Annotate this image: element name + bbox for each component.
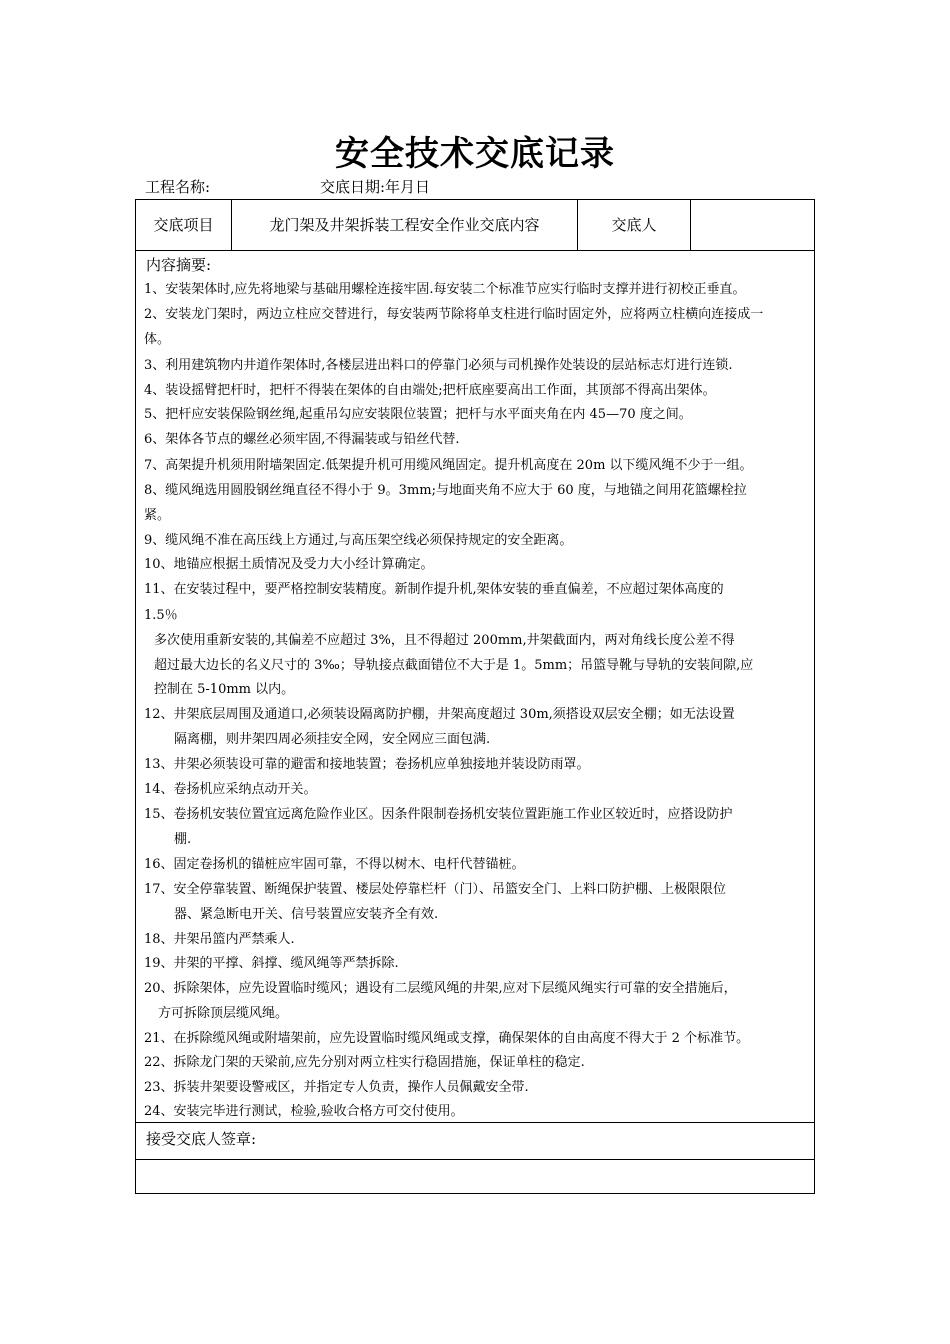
- content-line: 22、拆除龙门架的天梁前,应先分别对两立柱实行稳固措施，保证单柱的稳定.: [144, 1055, 585, 1070]
- person-value: [691, 200, 814, 250]
- content-line: 器、紧急断电开关、信号装置应安装齐全有效.: [174, 907, 439, 922]
- content-line: 体。: [144, 332, 171, 347]
- content-line: 12、井架底层周围及通道口,必须装设隔离防护棚，井架高度超过 30m,须搭设双层安全棚；如无法设置: [144, 707, 735, 722]
- document-title: 安全技术交底记录: [335, 134, 615, 174]
- content-line: 紧。: [144, 508, 171, 523]
- content-line: 13、井架必须装设可靠的避雷和接地装置；卷扬机应单独接地并装设防雨罩。: [144, 757, 590, 772]
- content-line: 24、安装完毕进行测试，检验,验收合格方可交付使用。: [144, 1104, 464, 1119]
- project-name-label: 工程名称:: [145, 178, 211, 196]
- content-line: 9、缆风绳不准在高压线上方通过,与高压架空线必须保持规定的安全距离。: [144, 533, 573, 548]
- content-line: 10、地锚应根据土质情况及受力大小经计算确定。: [144, 557, 434, 572]
- person-label: 交底人: [578, 200, 691, 250]
- content-line: 多次使用重新安装的,其偏差不应超过 3%，且不得超过 200mm,井架截面内，两对角线长度公差不得: [154, 633, 735, 648]
- content-line: 4、装设摇臂把杆时，把杆不得装在架体的自由端处;把杆底座要高出工作面，其顶部不得高出架体。: [144, 383, 716, 398]
- content-line: 1、安装架体时,应先将地梁与基础用螺栓连接牢固.每安装二个标准节应实行临时支撑并进行初校正垂直。: [144, 282, 746, 297]
- content-line: 方可拆除顶层缆风绳。: [158, 1006, 289, 1021]
- content-line: 23、拆装井架要设警戒区，并指定专人负责，操作人员佩戴安全带.: [144, 1080, 529, 1095]
- item-label: 交底项目: [136, 200, 232, 250]
- signature-row: [136, 1122, 814, 1160]
- content-line: 棚.: [174, 832, 192, 847]
- content-line: 15、卷扬机安装位置宜远离危险作业区。因条件限制卷扬机安装位置距施工作业区较近时，应搭设防护: [144, 807, 733, 822]
- content-line: 17、安全停靠装置、断绳保护装置、楼层处停靠栏杆（门）、吊篮安全门、上料口防护棚、上极限限位: [144, 882, 727, 897]
- content-line: 1.5％: [144, 608, 178, 623]
- content-line: 3、利用建筑物内井道作架体时,各楼层进出料口的停靠门必须与司机操作处装设的层站标志灯进行连锁.: [144, 358, 733, 373]
- content-line: 16、固定卷扬机的锚桩应牢固可靠，不得以树木、电杆代替锚桩。: [144, 857, 525, 872]
- signature-label: 接受交底人签章:: [146, 1130, 257, 1148]
- content-line: 6、架体各节点的螺丝必须牢固,不得漏装或与铅丝代替.: [144, 432, 460, 447]
- content-line: 超过最大边长的名义尺寸的 3‰；导轨接点截面错位不大于是 1。5mm；吊篮导靴与导轨的安装间隙,应: [154, 658, 754, 673]
- content-line: 5、把杆应安装保险钢丝绳,起重吊勾应安装限位装置；把杆与水平面夹角在内 45—70 度之间。: [144, 407, 692, 422]
- summary-label: 内容摘要:: [146, 256, 212, 274]
- content-line: 隔离棚，则井架四周必须挂安全网，安全网应三面包满.: [174, 732, 491, 747]
- content-line: 控制在 5-10mm 以内。: [154, 682, 295, 697]
- table-header-row: [136, 200, 814, 251]
- content-line: 14、卷扬机应采纳点动开关。: [144, 782, 317, 797]
- content-line: 18、井架吊篮内严禁乘人.: [144, 932, 295, 947]
- content-line: 11、在安装过程中，要严格控制安装精度。新制作提升机,架体安装的垂直偏差，不应超过架体高度的: [144, 582, 724, 597]
- content-line: 2、安装龙门架时，两边立柱应交替进行，每安装两节除将单支柱进行临时固定外，应将两立柱横向连接成一: [144, 307, 764, 322]
- content-line: 19、井架的平撑、斜撑、缆风绳等严禁拆除.: [144, 956, 399, 971]
- content-line: 21、在拆除缆风绳或附墙架前，应先设置临时缆风绳或支撑，确保架体的自由高度不得大于 2 个标准节。: [144, 1031, 750, 1046]
- item-value: 龙门架及井架拆装工程安全作业交底内容: [232, 200, 578, 250]
- content-line: 20、拆除架体，应先设置临时缆风；遇设有二层缆风绳的井架,应对下层缆风绳实行可靠的安全措施后，: [144, 981, 737, 996]
- content-line: 7、高架提升机须用附墙架固定.低架提升机可用缆风绳固定。提升机高度在 20m 以下缆风绳不少于一组。: [144, 458, 753, 473]
- content-line: 8、缆风绳选用圆股钢丝绳直径不得小于 9。3mm;与地面夹角不应大于 60 度，与地锚之间用花篮螺栓拉: [144, 483, 747, 498]
- date-label: 交底日期:年月日: [320, 178, 431, 196]
- disclosure-table: [135, 199, 815, 1194]
